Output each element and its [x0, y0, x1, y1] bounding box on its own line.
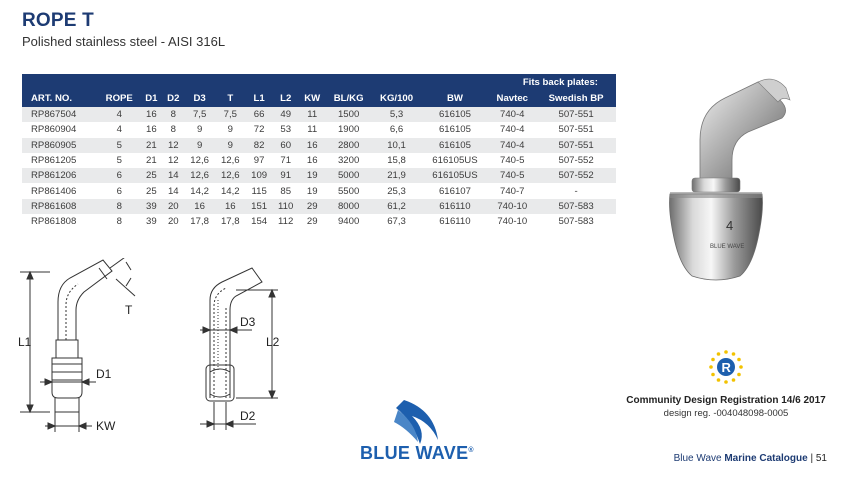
table-cell: 12,6 — [215, 168, 246, 183]
table-row — [22, 122, 616, 137]
table-cell: 9 — [215, 138, 246, 153]
table-cell: 11 — [299, 122, 326, 137]
table-row — [22, 138, 616, 153]
table-cell: 39 — [140, 214, 162, 229]
table-cell: 6 — [98, 168, 140, 183]
emblem-star — [709, 365, 713, 369]
table-cell: 12 — [162, 138, 184, 153]
table-cell: 85 — [273, 183, 299, 198]
table-cell: 71 — [273, 153, 299, 168]
emblem-star — [739, 365, 743, 369]
table-cell: 5000 — [326, 168, 372, 183]
table-cell: 1500 — [326, 107, 372, 122]
label-l2: L2 — [266, 335, 280, 349]
column-header: Swedish BP — [536, 90, 616, 107]
table-row — [22, 153, 616, 168]
table-cell: 19 — [299, 168, 326, 183]
emblem-star — [737, 358, 741, 362]
drawing-barrel-outline — [52, 364, 82, 398]
table-row — [22, 214, 616, 229]
table-cell: 20 — [162, 214, 184, 229]
fitting-barrel — [670, 194, 763, 280]
table-cell: 49 — [273, 107, 299, 122]
product-photo — [640, 70, 800, 290]
page-title: ROPE T — [22, 10, 94, 31]
table-cell: 8000 — [326, 199, 372, 214]
table-cell: RP861205 — [22, 153, 98, 168]
table-cell: RP860905 — [22, 138, 98, 153]
table-cell: 6 — [98, 183, 140, 198]
table-row — [22, 183, 616, 198]
table-cell: 8 — [162, 107, 184, 122]
table-cell: 507-552 — [536, 168, 616, 183]
table-cell: 616105 — [422, 122, 489, 137]
table-cell: 17,8 — [184, 214, 215, 229]
footer-catalogue: Marine Catalogue — [724, 453, 808, 464]
column-header: KG/100 — [372, 90, 422, 107]
emblem-star — [711, 358, 715, 362]
table-cell: 507-551 — [536, 107, 616, 122]
table-cell: 82 — [246, 138, 273, 153]
table-cell: 740-4 — [488, 122, 536, 137]
table-cell: RP861608 — [22, 199, 98, 214]
table-cell: 60 — [273, 138, 299, 153]
page-footer — [674, 453, 827, 464]
table-cell: 10,1 — [372, 138, 422, 153]
emblem-letter: R — [721, 360, 731, 375]
table-cell: 4 — [98, 122, 140, 137]
table-cell: 14 — [162, 168, 184, 183]
column-header: D3 — [184, 90, 215, 107]
emblem-star — [732, 352, 736, 356]
table-cell: 115 — [246, 183, 273, 198]
column-header-row — [22, 90, 616, 107]
emblem-star — [737, 373, 741, 377]
table-cell: 616110 — [422, 214, 489, 229]
table-cell: 12,6 — [184, 168, 215, 183]
table-cell: 16 — [184, 199, 215, 214]
table-cell: 21,9 — [372, 168, 422, 183]
engraving-number: 4 — [726, 218, 734, 233]
table-cell: 91 — [273, 168, 299, 183]
table-cell: 7,5 — [215, 107, 246, 122]
table-cell: 72 — [246, 122, 273, 137]
table-cell: 17,8 — [215, 214, 246, 229]
table-cell: 507-551 — [536, 138, 616, 153]
table-row — [22, 107, 616, 122]
table-cell: 61,2 — [372, 199, 422, 214]
table-cell: 8 — [98, 199, 140, 214]
table-cell: 25 — [140, 183, 162, 198]
table-cell: 15,8 — [372, 153, 422, 168]
table-cell: 9 — [215, 122, 246, 137]
spec-table — [22, 74, 616, 229]
technical-drawing — [0, 258, 300, 448]
table-cell: 9 — [184, 138, 215, 153]
table-cell: 507-552 — [536, 153, 616, 168]
label-d1: D1 — [96, 367, 112, 381]
column-header: ART. NO. — [22, 90, 98, 107]
table-cell: 29 — [299, 199, 326, 214]
table-cell: RP861808 — [22, 214, 98, 229]
label-kw: KW — [96, 419, 116, 433]
eu-design-emblem — [706, 345, 746, 389]
table-cell: 154 — [246, 214, 273, 229]
table-cell: 740-4 — [488, 138, 536, 153]
table-cell: 616105US — [422, 153, 489, 168]
table-cell: 616110 — [422, 199, 489, 214]
table-cell: 19 — [299, 183, 326, 198]
emblem-star — [724, 380, 728, 384]
table-cell: 14,2 — [184, 183, 215, 198]
community-design-title: Community Design Registration 14/6 2017 — [626, 395, 826, 406]
table-cell: 5500 — [326, 183, 372, 198]
table-cell: 8 — [162, 122, 184, 137]
label-l1: L1 — [18, 335, 32, 349]
table-row — [22, 168, 616, 183]
table-cell: 616107 — [422, 183, 489, 198]
table-cell: 9 — [184, 122, 215, 137]
table-cell: 507-551 — [536, 122, 616, 137]
column-header: T — [215, 90, 246, 107]
table-cell: 16 — [140, 107, 162, 122]
footer-brand: Blue Wave — [673, 453, 722, 464]
table-cell: 110 — [273, 199, 299, 214]
table-cell: 5,3 — [372, 107, 422, 122]
table-cell: 740-10 — [488, 199, 536, 214]
table-cell: - — [536, 183, 616, 198]
table-cell: 16 — [140, 122, 162, 137]
table-cell: 2800 — [326, 138, 372, 153]
column-header: BW — [422, 90, 489, 107]
table-cell: 12,6 — [184, 153, 215, 168]
blue-wave-wordmark: BLUE WAVE® — [360, 443, 474, 463]
table-cell: 25 — [140, 168, 162, 183]
table-cell: RP861406 — [22, 183, 98, 198]
emblem-star — [732, 378, 736, 382]
table-cell: 53 — [273, 122, 299, 137]
table-cell: 21 — [140, 138, 162, 153]
table-cell: 1900 — [326, 122, 372, 137]
column-header: ROPE — [98, 90, 140, 107]
table-cell: 25,3 — [372, 183, 422, 198]
fits-back-plates-label: Fits back plates: — [422, 74, 616, 90]
table-cell: 5 — [98, 153, 140, 168]
table-cell: 740-10 — [488, 214, 536, 229]
label-d2: D2 — [240, 409, 256, 423]
table-cell: 12 — [162, 153, 184, 168]
table-cell: 4 — [98, 107, 140, 122]
table-cell: 21 — [140, 153, 162, 168]
table-cell: 109 — [246, 168, 273, 183]
table-cell: 740-7 — [488, 183, 536, 198]
table-cell: 507-583 — [536, 214, 616, 229]
table-cell: 16 — [299, 153, 326, 168]
table-cell: 16 — [215, 199, 246, 214]
table-cell: 151 — [246, 199, 273, 214]
footer-separator: | — [810, 453, 814, 464]
table-cell: 616105 — [422, 138, 489, 153]
table-cell: 20 — [162, 199, 184, 214]
column-header: L1 — [246, 90, 273, 107]
table-cell: 12,6 — [215, 153, 246, 168]
column-header: KW — [299, 90, 326, 107]
emblem-star — [717, 378, 721, 382]
table-cell: RP867504 — [22, 107, 98, 122]
table-row — [22, 199, 616, 214]
emblem-star — [711, 373, 715, 377]
engraving-text: BLUE WAVE — [710, 244, 745, 250]
table-cell: 66 — [246, 107, 273, 122]
table-cell: 16 — [299, 138, 326, 153]
table-cell: 8 — [98, 214, 140, 229]
table-cell: 740-4 — [488, 107, 536, 122]
emblem-star — [717, 352, 721, 356]
table-cell: 11 — [299, 107, 326, 122]
label-d3: D3 — [240, 315, 256, 329]
page-subtitle: Polished stainless steel - AISI 316L — [22, 34, 226, 49]
table-cell: RP861206 — [22, 168, 98, 183]
table-cell: 507-583 — [536, 199, 616, 214]
table-cell: 39 — [140, 199, 162, 214]
table-cell: 5 — [98, 138, 140, 153]
table-cell: 616105US — [422, 168, 489, 183]
column-header: Navtec — [488, 90, 536, 107]
table-cell: 740-5 — [488, 153, 536, 168]
column-header: BL/KG — [326, 90, 372, 107]
table-cell: 112 — [273, 214, 299, 229]
table-cell: 67,3 — [372, 214, 422, 229]
column-header: D1 — [140, 90, 162, 107]
table-cell: 29 — [299, 214, 326, 229]
column-header: L2 — [273, 90, 299, 107]
table-cell: RP860904 — [22, 122, 98, 137]
table-cell: 14 — [162, 183, 184, 198]
table-cell: 6,6 — [372, 122, 422, 137]
footer-page-number: 51 — [815, 453, 827, 464]
label-t: T — [125, 303, 133, 317]
fits-header-row — [22, 74, 616, 90]
table-cell: 3200 — [326, 153, 372, 168]
table-body — [22, 107, 616, 229]
column-header: D2 — [162, 90, 184, 107]
table-cell: 97 — [246, 153, 273, 168]
table-cell: 7,5 — [184, 107, 215, 122]
emblem-star — [724, 350, 728, 354]
table-cell: 740-5 — [488, 168, 536, 183]
table-cell: 9400 — [326, 214, 372, 229]
design-registration-number: design reg. -004048098-0005 — [663, 408, 789, 419]
table-cell: 616105 — [422, 107, 489, 122]
table-cell: 14,2 — [215, 183, 246, 198]
